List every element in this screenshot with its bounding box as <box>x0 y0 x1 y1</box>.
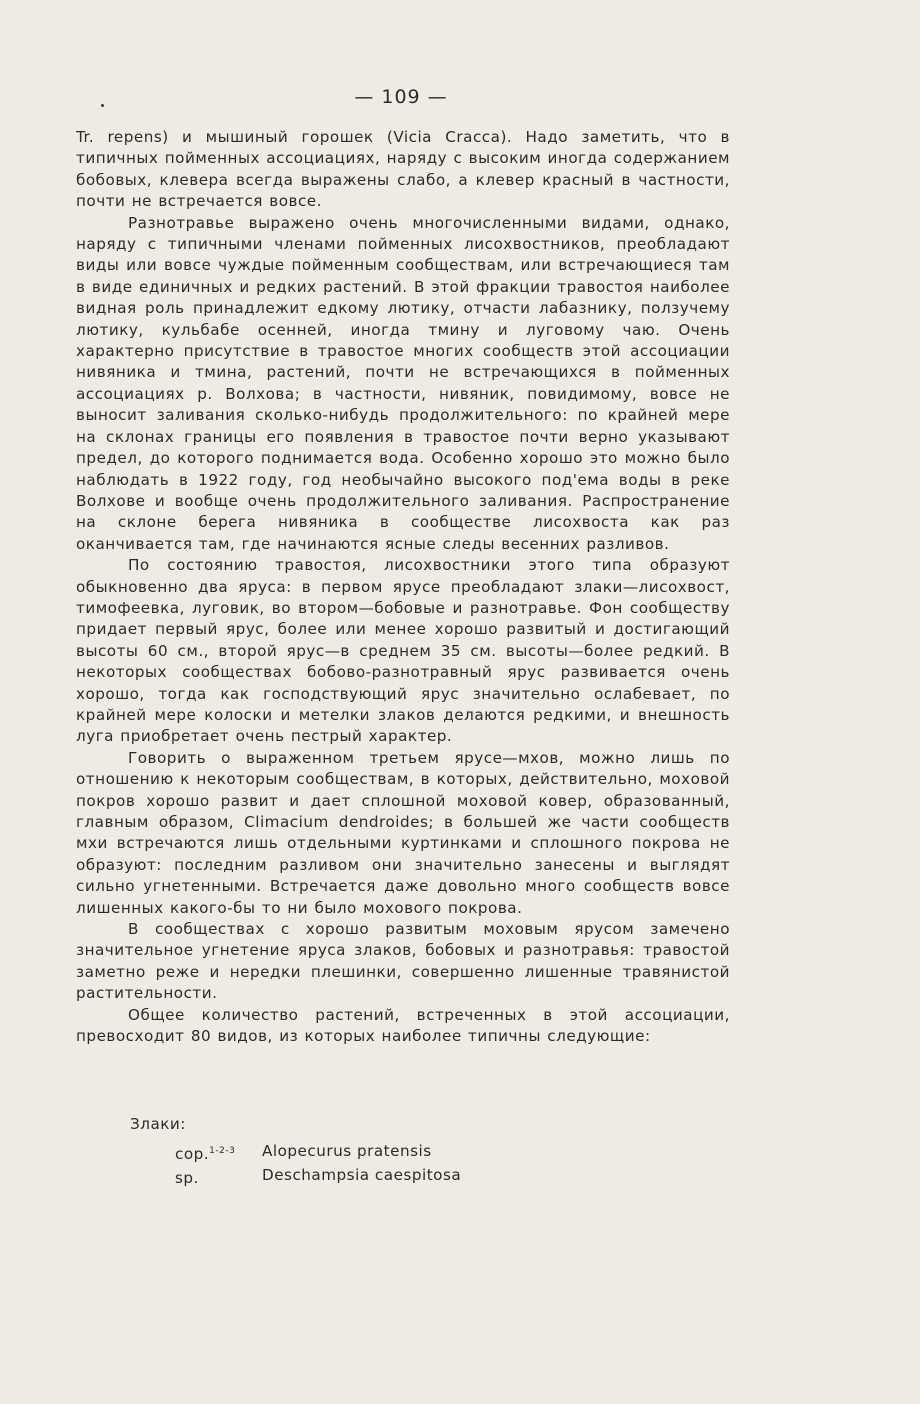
paragraph-2: Разнотравье выражено очень многочисленными видами, однако, наряду с типичными членами пойменных лисохвостников, преобладают виды или вовсе чуждые пойменным сообществам, или встречающиеся там в виде единичных и редких растений. В этой фракции травостоя наиболее видная роль принадлежит едкому лютику, отчасти лабазнику, ползучему лютику, кульбабе осенней, иногда тмину и луговому чаю. Очень характерно присутствие в травостое многих сообществ этой ассоциации нивяника и тмина, растений, почти не встречающихся в пойменных ассоциациях р. Волхова; в частности, нивяник, повидимому, вовсе не выносит заливания сколько-нибудь продолжительного: по крайней мере на склонах границы его появления в травостое почти верно указывают предел, до которого поднимается вода. Особенно хорошо это можно было наблюдать в 1922 году, год необычайно высокого под'ема воды в реке Волхове и вообще очень продолжительного заливания. Распространение на склоне берега нивяника в сообществе лисохвоста как раз оканчивается там, где начинаются ясные следы весенних разливов. <box>76 213 730 553</box>
paragraph-3: По состоянию травостоя, лисохвостники этого типа образуют обыкновенно два яруса: в первом ярусе преобладают злаки—лисохвост, тимофеевка, луговик, во втором—бобовые и разнотравье. Фон сообществу придает первый ярус, более или менее хорошо развитый и достигающий высоты 60 см., второй ярус—в среднем 35 см. высоты—более редкий. В некоторых сообществах бобово-разнотравный ярус развивается очень хорошо, тогда как господствующий ярус значительно ослабевает, по крайней мере колоски и метелки злаков делаются редкими, и внешность луга приобретает очень пестрый характер. <box>76 556 730 746</box>
species-list <box>175 1141 461 1189</box>
species-heading: Злаки: <box>130 1115 186 1133</box>
species-name: Deschampsia caespitosa <box>262 1166 462 1184</box>
species-abundance: cop.$^{1-2-3}$ <box>175 1145 236 1163</box>
species-abundance: sp. <box>175 1169 199 1187</box>
paragraph-5: В сообществах с хорошо развитым моховым ярусом замечено значительное угнетение яруса злаков, бобовых и разнотравья: травостой заметно реже и нередки плешинки, совершенно лишенные травянистой растительности. <box>76 920 730 1003</box>
species-row <box>175 1165 461 1189</box>
species-row <box>175 1141 461 1165</box>
page-number: — 109 — <box>354 86 448 108</box>
paragraph-6: Общее количество растений, встреченных в этой ассоциации, превосходит 80 видов, из которых наиболее типичны следующие: <box>76 1005 730 1046</box>
print-speck <box>101 104 104 107</box>
species-name: Alopecurus pratensis <box>262 1142 432 1160</box>
paragraph-4: Говорить о выраженном третьем ярусе—мхов, можно лишь по отношению к некоторым сообществам, в которых, действительно, моховой покров хорошо развит и дает сплошной моховой ковер, образованный, главным образом, Climacium dendroides; в большей же части сообществ мхи встречаются лишь отдельными куртинками и сплошного покрова не образуют: последним разливом они значительно занесены и выглядят сильно угнетенными. Встречается даже довольно много сообществ вовсе лишенных какого-бы то ни было мохового покрова. <box>76 748 730 917</box>
paragraph-1: Tr. repens) и мышиный горошек (Vicia Cracca). Надо заметить, что в типичных пойменных ассоциациях, наряду с высоким иногда содержанием бобовых, клевера всегда выражены слабо, а клевер красный в частности, почти не встречается вовсе. <box>76 128 730 211</box>
main-text <box>76 127 730 1047</box>
abundance-superscript: 1-2-3 <box>209 1146 236 1156</box>
